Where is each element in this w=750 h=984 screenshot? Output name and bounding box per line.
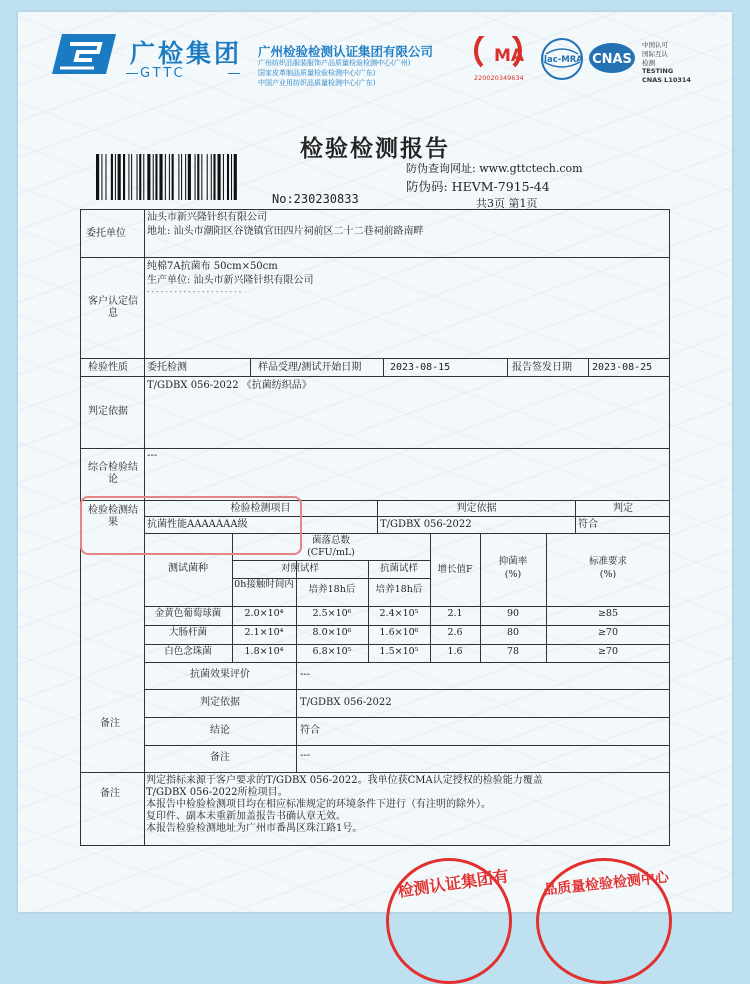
control-0h: 2.0×10⁴: [244, 608, 284, 619]
cnas-line-1: 中国认可: [642, 41, 668, 49]
center-line-3: 中国产业用纺织品质量检测中心(广东): [258, 79, 376, 87]
nature-value: 委托检测: [147, 362, 187, 373]
footer-note-3: 本报告中检验检测项目均在相应标准规定的环境条件下进行（有注明的除外）。: [146, 799, 491, 810]
verify-url: 防伪查询网址: www.gttctech.com: [406, 162, 583, 175]
center-line-1: 广州纺织品服装服饰产品质量检验检测中心(广州): [258, 59, 411, 67]
h-rate-unit: (%): [504, 569, 522, 580]
receipt-date: 2023-08-15: [390, 362, 451, 373]
cnas-line-2: 国际互认: [642, 50, 668, 58]
gttc-logo-icon: [48, 30, 118, 78]
standard-requirement: ≥70: [597, 627, 619, 638]
inhibition-rate: 90: [506, 608, 520, 619]
h-18h-treated: 培养18h后: [375, 584, 423, 595]
sample-line-3: - - - - - - - - - - - - - - - - - - - - -: [147, 288, 242, 296]
nature-label: 检验性质: [88, 362, 128, 373]
h-strain: 测试菌种: [168, 563, 208, 574]
conclusion-value: ---: [147, 450, 158, 461]
remark-conclusion-label: 结论: [210, 725, 230, 736]
issue-date-label: 报告签发日期: [512, 362, 572, 373]
client-label: 委托单位: [86, 228, 126, 239]
control-0h: 2.1×10⁴: [244, 627, 284, 638]
cma-number: 220020349634: [474, 74, 524, 82]
inhibition-rate: 78: [506, 646, 520, 657]
sample-label: 客户认定信息: [88, 296, 138, 319]
cnas-line-5: CNAS L10314: [642, 76, 691, 84]
results-basis: T/GDBX 056-2022: [380, 519, 472, 530]
cma-mark-icon: [474, 36, 530, 70]
strain-name: 白色念珠菌: [164, 646, 212, 657]
ilac-globe-icon: [538, 36, 586, 82]
remark-note-label: 备注: [210, 752, 230, 763]
h-unit: (CFU/mL): [307, 547, 355, 558]
remark-basis-value: T/GDBX 056-2022: [300, 697, 392, 708]
brand-name: 广检集团: [130, 39, 243, 68]
center-line-2: 国家皮革制品质量检验检测中心(广东): [258, 69, 376, 77]
eval-value: ---: [300, 669, 311, 680]
cma-label: MA: [494, 46, 525, 66]
remark-note-value: ---: [300, 750, 311, 761]
footer-notes-label: 备注: [100, 788, 120, 799]
h-colony: 菌落总数: [311, 535, 350, 546]
left-seal-text: 检测认证集团有: [396, 866, 510, 901]
cnas-badge-icon: [588, 40, 636, 76]
client-name: 汕头市新兴隆针织有限公司: [147, 212, 267, 223]
brand-abbr: GTTC: [140, 66, 186, 81]
receipt-date-label: 样品受理/测试开始日期: [258, 362, 362, 373]
report-title: 检验检测报告: [300, 136, 450, 162]
report-number: No:230230833: [272, 192, 359, 206]
conclusion-label: 综合检验结论: [88, 462, 138, 485]
client-address: 地址: 汕头市潮阳区谷饶镇官田四片祠前区二十二巷祠前路南畔: [147, 226, 424, 237]
standard-requirement: ≥70: [597, 646, 619, 657]
anti-fake-code: 防伪码: HEVM-7915-44: [406, 179, 550, 194]
h-18h-control: 培养18h后: [308, 584, 356, 595]
ilac-mra-logo: [538, 36, 586, 82]
h-req: 标准要求: [588, 556, 627, 567]
right-seal-text: 品质量检验检测中心: [542, 869, 670, 899]
sample-line-2: 生产单位: 汕头市新兴隆针织有限公司: [147, 275, 314, 286]
cma-logo: [474, 36, 530, 82]
page-info: 共3页 第1页: [476, 197, 538, 210]
cnas-line-4: TESTING: [642, 67, 674, 75]
barcode-icon: [96, 154, 276, 200]
left-seal: [386, 858, 512, 984]
footer-note-1: 判定指标来源于客户要求的T/GDBX 056-2022。我单位获CMA认定授权的检验能力覆盖: [146, 775, 543, 786]
inhibition-rate: 80: [506, 627, 520, 638]
h-rate: 抑菌率: [498, 556, 528, 567]
treated-18h: 1.6×10⁶: [379, 627, 419, 638]
strain-name: 金黄色葡萄球菌: [154, 608, 222, 619]
standard-requirement: ≥85: [597, 608, 619, 619]
cnas-line-3: 检测: [642, 59, 655, 67]
basis-value: T/GDBX 056-2022 《抗菌纺织品》: [147, 380, 312, 391]
remark-basis-label: 判定依据: [200, 697, 240, 708]
h-treated: 抗菌试样: [379, 563, 418, 574]
growth-value: 2.6: [447, 627, 463, 638]
basis-label: 判定依据: [88, 406, 128, 417]
results-col-item: 检验检测项目: [230, 503, 291, 514]
control-0h: 1.8×10⁴: [244, 646, 284, 657]
group-title: 广州检验检测认证集团有限公司: [258, 44, 434, 59]
h-growth: 增长值F: [437, 564, 473, 575]
treated-18h: 2.4×10⁵: [379, 608, 419, 619]
h-req-unit: (%): [599, 569, 617, 580]
control-18h: 2.5×10⁶: [312, 608, 352, 619]
growth-value: 2.1: [447, 608, 463, 619]
eval-label: 抗菌效果评价: [190, 669, 250, 680]
footer-note-5: 本报告检验检测地址为广州市番禺区珠江路1号。: [146, 823, 363, 834]
control-18h: 6.8×10⁵: [312, 646, 352, 657]
growth-value: 1.6: [447, 646, 463, 657]
footer-note-2: T/GDBX 056-2022所检项目。: [146, 787, 288, 798]
h-control: 对照试样: [280, 563, 319, 574]
results-label: 检验检测结果: [88, 505, 138, 528]
strain-name: 大肠杆菌: [168, 627, 207, 638]
remark-conclusion-value: 符合: [300, 725, 320, 736]
ilac-label: ilac-MRA: [541, 55, 583, 65]
right-seal: [536, 858, 672, 984]
cnas-label: CNAS: [592, 52, 632, 67]
results-judge: 符合: [578, 519, 598, 530]
cnas-logo: [588, 40, 636, 76]
sample-line-1: 纯棉7A抗菌布 50cm×50cm: [147, 261, 278, 272]
results-col-basis: 判定依据: [456, 503, 497, 514]
results-col-judge: 判定: [613, 503, 633, 514]
results-item: 抗菌性能AAAAAAA级: [147, 519, 248, 530]
issue-date: 2023-08-25: [592, 362, 653, 373]
treated-18h: 1.5×10⁵: [379, 646, 419, 657]
footer-note-4: 复印件、副本未重新加盖报告书确认章无效。: [146, 811, 346, 822]
h-0h: 0h接触时间内: [234, 579, 294, 590]
remarks-label: 备注: [100, 718, 120, 729]
control-18h: 8.0×10⁶: [312, 627, 352, 638]
